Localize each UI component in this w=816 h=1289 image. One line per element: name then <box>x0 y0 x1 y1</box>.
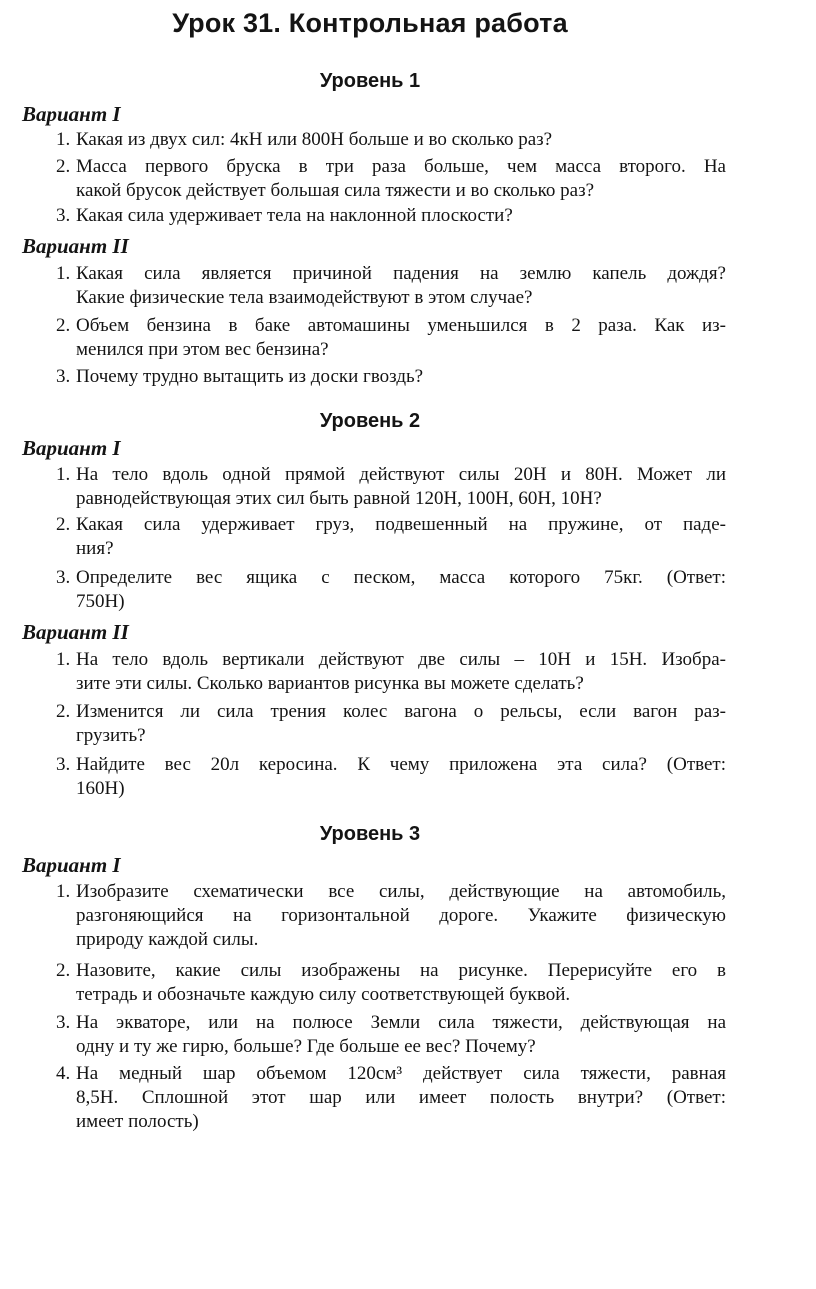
question-line: Какие физические тела взаимодействуют в этом случае? <box>76 287 533 308</box>
question-l1-v2-3 <box>56 365 726 389</box>
level-2-variant-1-label: Вариант I <box>22 436 121 460</box>
question-line: Объем бензина в баке автомашины уменьшился в 2 раза. Как из- <box>76 315 726 336</box>
question-line: ния? <box>76 538 114 559</box>
level-1-variant-2-label: Вариант II <box>22 234 129 258</box>
question-line: Изобразите схематически все силы, действующие на автомобиль, <box>76 881 726 902</box>
question-l2-v2-2 <box>56 700 726 748</box>
question-number: 1. <box>56 881 71 902</box>
question-line: На тело вдоль одной прямой действуют силы 20Н и 80Н. Может ли <box>76 464 726 485</box>
page-title: Урок 31. Контрольная работа <box>172 8 568 38</box>
question-number: 3. <box>56 754 71 775</box>
question-line: природу каждой силы. <box>76 929 259 950</box>
question-line: Какая сила является причиной падения на землю капель дождя? <box>76 263 726 284</box>
question-l1-v2-1 <box>56 262 726 310</box>
level-2-heading: Уровень 2 <box>319 410 421 432</box>
question-l1-v1-1 <box>56 128 726 152</box>
question-line: Почему трудно вытащить из доски гвоздь? <box>76 366 424 387</box>
question-number: 1. <box>56 263 71 284</box>
question-l3-v1-2 <box>56 959 726 1007</box>
question-line: Найдите вес 20л керосина. К чему приложена эта сила? (Ответ: <box>76 754 726 775</box>
question-l1-v1-2 <box>56 155 726 203</box>
question-number: 2. <box>56 514 71 535</box>
question-line: одну и ту же гирю, больше? Где больше ее вес? Почему? <box>76 1036 536 1057</box>
question-line: На экваторе, или на полюсе Земли сила тяжести, действующая на <box>76 1012 726 1033</box>
question-number: 1. <box>56 129 71 150</box>
question-number: 3. <box>56 205 71 226</box>
question-line: Какая сила удерживает тела на наклонной плоскости? <box>76 205 513 226</box>
question-l3-v1-3 <box>56 1011 726 1059</box>
question-l3-v1-4 <box>56 1062 726 1134</box>
question-line: менился при этом вес бензина? <box>76 339 329 360</box>
question-line: Определите вес ящика с песком, масса которого 75кг. (Ответ: <box>76 567 726 588</box>
question-line: На тело вдоль вертикали действуют две силы – 10Н и 15Н. Изобра- <box>76 649 726 670</box>
question-line: Назовите, какие силы изображены на рисунке. Перерисуйте его в <box>76 960 726 981</box>
question-line: 160Н) <box>76 778 125 799</box>
question-line: имеет полость) <box>76 1111 199 1132</box>
question-l2-v2-1 <box>56 648 726 696</box>
question-l2-v2-3 <box>56 753 726 801</box>
question-l2-v1-1 <box>56 463 726 511</box>
question-l1-v2-2 <box>56 314 726 362</box>
question-number: 1. <box>56 464 71 485</box>
question-line: разгоняющийся на горизонтальной дороге. Укажите физическую <box>76 905 726 926</box>
question-number: 3. <box>56 567 71 588</box>
level-3-heading: Уровень 3 <box>319 823 421 845</box>
question-line: 8,5Н. Сплошной этот шар или имеет полость внутри? (Ответ: <box>76 1087 726 1108</box>
level-1-variant-1-label: Вариант I <box>22 102 121 126</box>
question-number: 1. <box>56 649 71 670</box>
question-line: какой брусок действует большая сила тяжести и во сколько раз? <box>76 180 595 201</box>
question-line: 750Н) <box>76 591 125 612</box>
question-line: равнодействующая этих сил быть равной 120Н, 100Н, 60Н, 10Н? <box>76 488 602 509</box>
question-number: 3. <box>56 366 71 387</box>
question-number: 2. <box>56 701 71 722</box>
question-l1-v1-3 <box>56 204 726 228</box>
level-2-variant-2-label: Вариант II <box>22 620 129 644</box>
question-l2-v1-2 <box>56 513 726 561</box>
question-line: грузить? <box>76 725 146 746</box>
question-number: 2. <box>56 156 71 177</box>
question-number: 2. <box>56 315 71 336</box>
question-line: тетрадь и обозначьте каждую силу соответствующей буквой. <box>76 984 571 1005</box>
question-line: Какая из двух сил: 4кН или 800Н больше и во сколько раз? <box>76 129 553 150</box>
level-1-heading: Уровень 1 <box>319 70 421 92</box>
question-line: зите эти силы. Сколько вариантов рисунка вы можете сделать? <box>76 673 584 694</box>
question-line: Масса первого бруска в три раза больше, чем масса второго. На <box>76 156 726 177</box>
question-number: 4. <box>56 1063 71 1084</box>
question-number: 2. <box>56 960 71 981</box>
question-line: Изменится ли сила трения колес вагона о рельсы, если вагон раз- <box>76 701 726 722</box>
question-number: 3. <box>56 1012 71 1033</box>
question-line: На медный шар объемом 120см³ действует сила тяжести, равная <box>76 1063 726 1084</box>
question-line: Какая сила удерживает груз, подвешенный на пружине, от паде- <box>76 514 726 535</box>
question-l3-v1-1 <box>56 880 726 952</box>
level-3-variant-1-label: Вариант I <box>22 853 121 877</box>
question-l2-v1-3 <box>56 566 726 614</box>
